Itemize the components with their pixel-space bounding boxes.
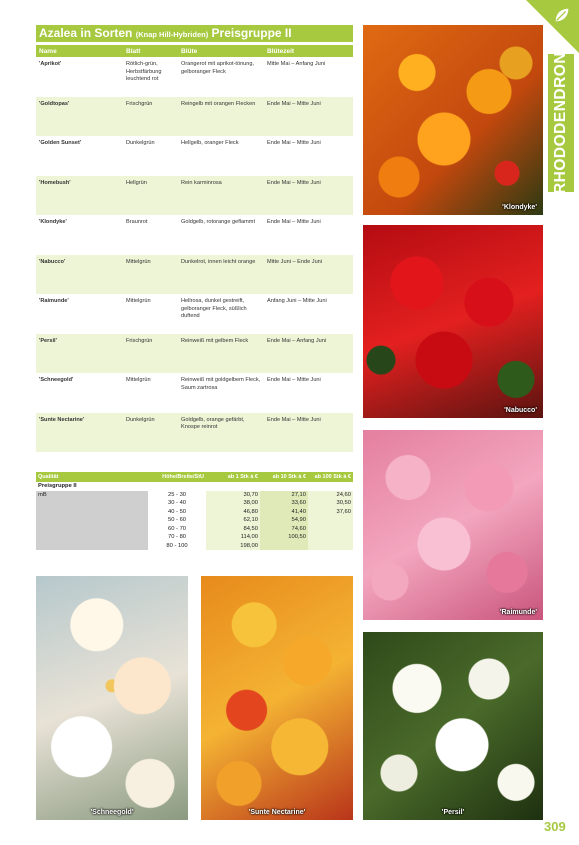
variety-leaf: Mittelgrün <box>123 255 178 295</box>
size-range: 50 - 60 <box>148 516 206 525</box>
table-row <box>36 525 353 534</box>
variety-leaf: Dunkelgrün <box>126 140 155 146</box>
variety-leaf: Mittelgrün <box>126 377 151 383</box>
price-100 <box>308 542 353 551</box>
col-header-bloom: Blüte <box>178 45 264 57</box>
variety-bloom-time: Ende Mai – Mitte Juni <box>264 413 353 453</box>
side-title <box>548 51 574 195</box>
col-header-price-10: ab 10 Stk à € <box>260 472 308 482</box>
variety-leaf: Mittelgrün <box>126 298 151 304</box>
variety-bloom: Goldgelb, orange gefärbt, Knospe reinrot <box>178 413 264 453</box>
price-1: 198,00 <box>206 542 260 551</box>
variety-name: 'Homebush' <box>36 176 123 216</box>
quality-cell <box>36 533 148 542</box>
table-row <box>36 215 353 255</box>
size-range: 70 - 80 <box>148 533 206 542</box>
table-row <box>36 294 353 334</box>
variety-bloom-time: Ende Mai – Mitte Juni <box>267 219 321 225</box>
col-header-leaf: Blatt <box>123 45 178 57</box>
size-range: 25 - 30 <box>148 491 206 500</box>
quality-cell <box>36 542 148 551</box>
photo-caption: 'Klondyke' <box>502 204 537 211</box>
variety-bloom-time: Ende Mai – Mitte Juni <box>264 97 353 137</box>
price-100: 30,50 <box>308 499 353 508</box>
price-10: 33,60 <box>260 499 308 508</box>
col-header-size: Höhe/Breite/StU <box>148 472 206 482</box>
price-100 <box>308 533 353 542</box>
col-header-quality: Qualität <box>36 472 148 482</box>
variety-bloom-time: Ende Mai – Mitte Juni <box>267 377 321 383</box>
col-header-price-100: ab 100 Stk à € <box>308 472 353 482</box>
table-row <box>36 57 353 97</box>
quality-cell <box>36 508 148 517</box>
title-group: Preisgruppe II <box>211 26 292 40</box>
col-header-name: Name <box>36 45 123 57</box>
price-10: 54,90 <box>260 516 308 525</box>
price-10: 74,60 <box>260 525 308 534</box>
quality-cell <box>36 525 148 534</box>
price-group-row <box>36 482 353 491</box>
col-header-price-1: ab 1 Stk à € <box>206 472 260 482</box>
variety-bloom: Dunkelrot, innen leicht orange <box>178 255 264 295</box>
price-1: 38,00 <box>206 499 260 508</box>
variety-name: 'Goldtopas' <box>36 97 123 137</box>
table-row <box>36 516 353 525</box>
table-row <box>36 176 353 216</box>
size-range: 40 - 50 <box>148 508 206 517</box>
size-range: 80 - 100 <box>148 542 206 551</box>
table-row <box>36 508 353 517</box>
quality-cell <box>36 516 148 525</box>
quality-cell <box>36 499 148 508</box>
variety-leaf: Frischgrün <box>123 97 178 137</box>
price-10: 27,10 <box>260 491 308 500</box>
variety-leaf: Hellgrün <box>123 176 178 216</box>
table-row <box>36 491 353 500</box>
variety-name: 'Sunte Nectarine' <box>36 413 123 453</box>
variety-name: 'Schneegold' <box>39 377 74 383</box>
variety-name: 'Persil' <box>36 334 123 374</box>
price-1: 30,70 <box>206 491 260 500</box>
photo-klondyke <box>363 25 543 215</box>
price-header-row <box>36 472 353 482</box>
photo-sunte-nectarine <box>201 576 353 820</box>
price-10: 41,40 <box>260 508 308 517</box>
price-1: 84,50 <box>206 525 260 534</box>
variety-leaf: Dunkelgrün <box>123 413 178 453</box>
variety-name: 'Golden Sunset' <box>39 140 82 146</box>
price-10 <box>260 542 308 551</box>
photo-caption: 'Nabucco' <box>504 407 537 414</box>
table-row <box>36 373 353 413</box>
variety-bloom-time: Mitte Mai – Anfang Juni <box>267 61 326 67</box>
variety-leaf: Frischgrün <box>123 334 178 374</box>
size-range: 30 - 40 <box>148 499 206 508</box>
price-100: 37,60 <box>308 508 353 517</box>
price-1: 46,80 <box>206 508 260 517</box>
col-header-bloom-time: Blütezeit <box>264 45 353 57</box>
variety-bloom: Goldgelb, rotorange geflammt <box>181 219 256 225</box>
variety-bloom: Reingelb mit orangen Flecken <box>178 97 264 137</box>
price-1: 114,00 <box>206 533 260 542</box>
price-100 <box>308 525 353 534</box>
section-title <box>36 25 353 42</box>
table-row <box>36 533 353 542</box>
photo-nabucco <box>363 225 543 418</box>
table-row <box>36 255 353 295</box>
photo-caption: 'Raimunde' <box>499 609 537 616</box>
table-row <box>36 136 353 176</box>
title-subtitle: (Knap Hill-Hybriden) <box>135 30 209 39</box>
variety-bloom: Rein karminrosa <box>178 176 264 216</box>
varieties-table <box>36 45 353 452</box>
table-row <box>36 413 353 453</box>
title-main: Azalea in Sorten <box>39 26 133 40</box>
leaf-icon <box>553 6 571 24</box>
variety-bloom-time: Ende Mai – Mitte Juni <box>267 140 321 146</box>
table-row <box>36 97 353 137</box>
variety-bloom: Orangerot mit aprikot-tönung, gelboranger Fleck <box>181 61 255 75</box>
variety-bloom: Reinweiß mit gelbem Fleck <box>178 334 264 374</box>
variety-bloom: Hellrosa, dunkel gestreift, gelboranger Fleck, süßlich duftend <box>181 298 247 320</box>
variety-leaf: Braunrot <box>126 219 148 225</box>
table-row <box>36 334 353 374</box>
photo-schneegold <box>36 576 188 820</box>
variety-bloom-time: Ende Mai – Mitte Juni <box>264 176 353 216</box>
price-group-label: Preisgruppe II <box>36 482 353 491</box>
variety-bloom-time: Anfang Juni – Mitte Juni <box>267 298 327 304</box>
photo-raimunde <box>363 430 543 620</box>
photo-persil <box>363 632 543 820</box>
variety-name: 'Klondyke' <box>39 219 67 225</box>
photo-caption: 'Persil' <box>441 809 465 816</box>
varieties-header-row <box>36 45 353 57</box>
price-100 <box>308 516 353 525</box>
variety-bloom-time: Mitte Juni – Ende Juni <box>264 255 353 295</box>
photo-caption: 'Schneegold' <box>90 809 134 816</box>
variety-bloom-time: Ende Mai – Anfang Juni <box>264 334 353 374</box>
quality-label: mB <box>36 491 148 500</box>
price-100: 24,60 <box>308 491 353 500</box>
variety-bloom: Reinweiß mit goldgelbem Fleck, Saum zartrosa <box>181 377 261 391</box>
table-row <box>36 542 353 551</box>
variety-name: 'Nabucco' <box>36 255 123 295</box>
variety-name: 'Aprikot' <box>39 61 62 67</box>
side-title-text: RHODODENDRON <box>552 51 569 195</box>
table-row <box>36 499 353 508</box>
variety-name: 'Raimunde' <box>39 298 69 304</box>
page-number: 309 <box>544 819 566 834</box>
size-range: 60 - 70 <box>148 525 206 534</box>
price-10: 100,50 <box>260 533 308 542</box>
price-1: 62,10 <box>206 516 260 525</box>
price-table <box>36 472 353 550</box>
variety-leaf: Rötlich-grün, Herbstfärbung leuchtend rot <box>126 61 162 83</box>
photo-caption: 'Sunte Nectarine' <box>248 809 306 816</box>
variety-bloom: Hellgelb, oranger Fleck <box>181 140 239 146</box>
